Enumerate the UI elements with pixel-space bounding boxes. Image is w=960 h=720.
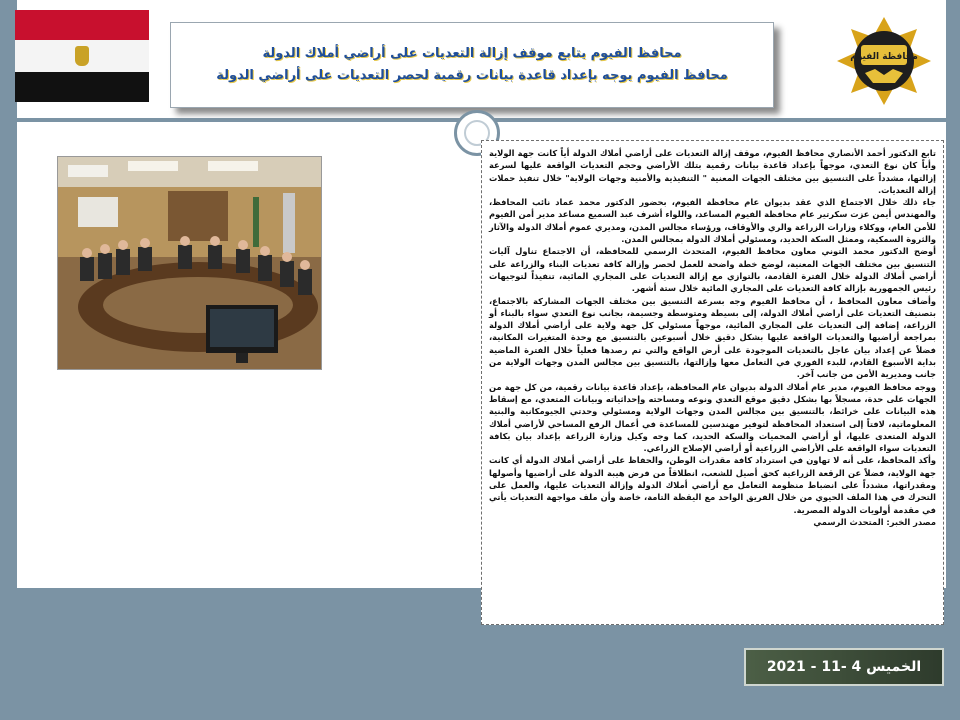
left-frame-bar [0,0,17,720]
article-paragraph: تابع الدكتور أحمد الأنصاري محافظ الفيوم، موقف إزالة التعديات على أراضي أملاك الدولة أياً كانت جهة الولاية وأياً كان نوع التعدي، موجهاً بإعداد قاعدة بيانات رقمية بتلك الأراضي وحجم التعديات الواقعة عليها لسرعة إزالتها، مشدداً على التنسيق بين مختلف الجهات المعنية " التنفيذية والأمنية وجهات الولاية" خلال تنفيذ حملات إزالة التعديات. [489,148,936,195]
headline-2: محافظ الفيوم يوجه بإعداد قاعدة بيانات رقمية لحصر التعديات على أراضي الدولة [216,68,728,83]
fayoum-governorate-logo [835,15,933,107]
meeting-photo [57,156,322,370]
eagle-icon [75,46,89,66]
headline-1: محافظ الفيوم يتابع موقف إزالة التعديات على أراضي أملاك الدولة [262,46,682,61]
date-label: الخميس 4 -11 - 2021 [766,659,922,675]
article-paragraph: وأكد المحافظ، على أنه لا تهاون في استرداد كافة مقدرات الوطن، والحفاظ على أراضي أملاك الدولة أي كانت جهة الولاية، فضلاً عن الرقعة الزراعية كحق أصيل للشعب، انطلاقاً من فرض هيبة الدولة على أراضيها وأصولها ومقدراتها، مشدداً على انضباط منظومة التعامل مع أراضي أملاك الدولة وإزالة التعديات عليها، والعمل على التحرك في هذا الملف الحيوي من خلال الفريق الواحد مع اليقظة التامة، خاصة وأن ملف مواجهة التعديات يأتي في مقدمة أولويات الدولة المصرية. [489,455,936,515]
article-paragraph: جاء ذلك خلال الاجتماع الذي عقد بديوان عام محافظة الفيوم، بحضور الدكتور محمد عماد نائب المحافظ، والمهندس أيمن عزت سكرتير عام محافظة الفيوم المساعد، واللواء أشرف عبد السميع مساعد مدير أمن الفيوم للأمن العام، ووكلاء وزارات الزراعة والري والأوقاف، ورؤساء مجالس المدن، ومديري عموم أملاك الدولة والآثار والثروة السمكية، وممثل السكة الحديد، ومسئولي أملاك الدولة بمجالس المدن. [489,197,936,245]
article-paragraph: أوضح الدكتور محمد التوني معاون محافظ الفيوم، المتحدث الرسمي للمحافظة، أن الاجتماع تناول آليات التنسيق بين مختلف الجهات المعنية، لوضع خطة واضحة للعمل لحصر وإزالة كافة تعديات البناء والزراعة على أراضي أملاك الدولة خلال الفترة القادمة، بالتوازي مع إزالة التعديات على المجاري المائية، تنفيذاً لتوجيهات رئيس الجمهورية بإزالة كافة التعديات على المجاري المائية خلال ستة أشهر. [489,246,936,294]
logo-text: محافظة الفيوم [850,52,918,62]
article-paragraph: وأضاف معاون المحافظ ، أن محافظ الفيوم وجه بسرعة التنسيق بين مختلف الجهات المشاركة بالاجتماع، بتصنيف التعديات على أراضي أملاك الدولة، إلى بسيطة ومتوسطة وجسيمة، بجانب نوع التعدي سواء بالبناء أو الزراعة، إضافة إلى التعديات على المجاري المائية، موجهاً مسئولي كل جهة ولاية على أراضي أملاك الدولة بمراجعة أراضيها والتعديات الواقعة عليها بشكل دقيق خلال أسبوعين بالتنسيق مع وحدة المتغيرات المكانية، فضلاً عن إعداد بيان عاجل بالتعديات الموجودة على أرض الواقع والتي تم رصدها فعلياً خلال الفترة الماضية بداية الأسبوع القادم، للبدء الفوري في التعامل معها وإزالتها، بالتنسيق بين مجالس المدن وجهات الولاية من جانب ومديرية الأمن من جانب آخر. [489,295,936,380]
egypt-flag [15,10,149,102]
title-box [170,22,774,108]
article-body [481,140,944,625]
article-paragraph: ووجه محافظ الفيوم، مدير عام أملاك الدولة بديوان عام المحافظة، بإعداد قاعدة بيانات رقمية، من كل جهة من الجهات على حدة، مسجلاً بها بشكل دقيق موقع التعدي ونوعه ومساحته وإحداثياته وبيانات المتعدي، مع إسقاط هذه البيانات على خرائط، بالتنسيق بين مجالس المدن وجهات الولاية ومسئولي وحدتي الجيومكانية والبنية المعلوماتية، لافتاً إلى استعداد المحافظة لتوفير مهندسين للمساعدة في أعمال الرفع المساحي لأراضي أملاك الدولة المتعدى عليها، أو أراضي المحميات والسكة الحديد، كما وجه وكيل وزارة الزراعة بإعداد بيان بكافة التعديات سواء الواقعة على الأراضي الزراعية أو أراضي الإصلاح الزراعي. [489,381,936,454]
right-frame-bar [946,0,960,720]
date-banner [744,648,944,686]
news-source: مصدر الخبر: المتحدث الرسمي [813,516,936,527]
